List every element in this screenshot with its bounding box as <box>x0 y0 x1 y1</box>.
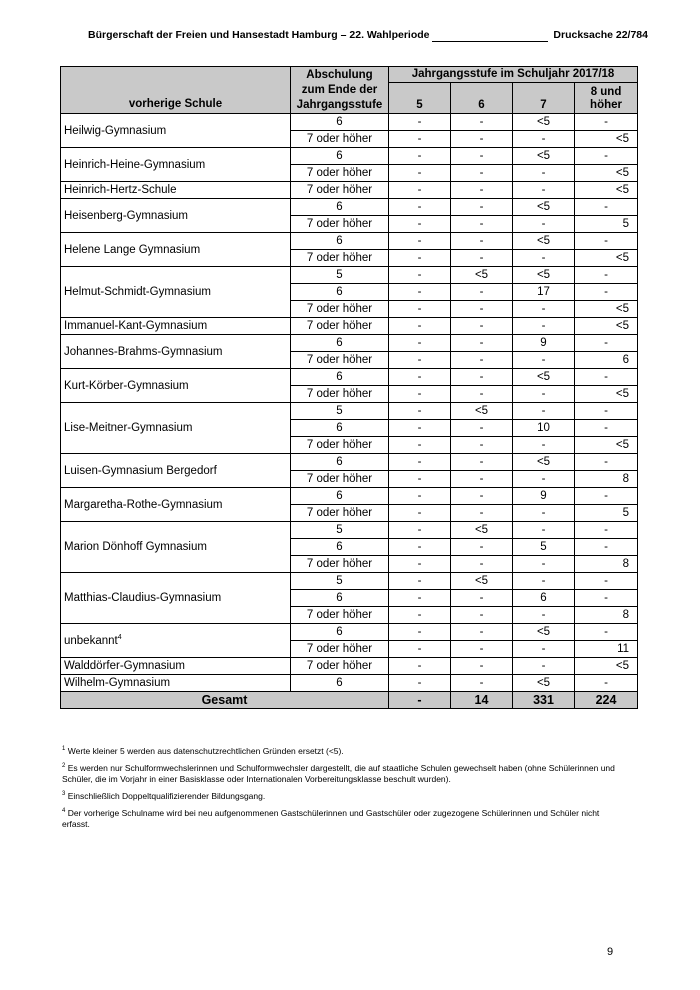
grade-8-cell: <5 <box>575 165 638 182</box>
grade-6-cell: - <box>451 250 513 267</box>
grade-5-cell: - <box>389 658 451 675</box>
grade-5-cell: - <box>389 488 451 505</box>
grade-5-cell: - <box>389 301 451 318</box>
grade-6-cell: - <box>451 148 513 165</box>
abschulung-cell: 7 oder höher <box>291 318 389 335</box>
grade-8-cell: - <box>575 420 638 437</box>
grade-5-cell: - <box>389 352 451 369</box>
grade-8-cell: 8 <box>575 556 638 573</box>
total-row <box>61 692 638 709</box>
school-name: Matthias-Claudius-Gymnasium <box>61 573 291 624</box>
abschulung-cell: 7 oder höher <box>291 658 389 675</box>
grade-6-cell: - <box>451 556 513 573</box>
grade-7-cell: - <box>513 471 575 488</box>
grade-8-cell: <5 <box>575 182 638 199</box>
grade-8-cell: - <box>575 590 638 607</box>
total-grade-6: 14 <box>451 692 513 709</box>
page-number: 9 <box>607 946 614 958</box>
table-row <box>61 454 638 471</box>
grade-6-cell: <5 <box>451 267 513 284</box>
grade-7-cell: - <box>513 182 575 199</box>
abschulung-cell: 6 <box>291 624 389 641</box>
grade-8-cell: - <box>575 148 638 165</box>
school-name: Walddörfer-Gymnasium <box>61 658 291 675</box>
grade-8-cell: - <box>575 522 638 539</box>
grade-5-cell: - <box>389 131 451 148</box>
abschulung-cell: 6 <box>291 369 389 386</box>
grade-7-cell: - <box>513 505 575 522</box>
grade-5-cell: - <box>389 182 451 199</box>
grade-5-cell: - <box>389 267 451 284</box>
table-row <box>61 233 638 250</box>
grade-7-cell: - <box>513 165 575 182</box>
grade-8-cell: - <box>575 454 638 471</box>
abschulung-cell: 6 <box>291 199 389 216</box>
grade-7-cell: - <box>513 352 575 369</box>
grade-5-cell: - <box>389 284 451 301</box>
grade-8-cell: - <box>575 284 638 301</box>
abschulung-cell: 6 <box>291 284 389 301</box>
grade-7-cell: <5 <box>513 675 575 692</box>
grade-7-cell: - <box>513 386 575 403</box>
total-grade-5: - <box>389 692 451 709</box>
abschulung-cell: 7 oder höher <box>291 505 389 522</box>
grade-8-cell: - <box>575 573 638 590</box>
grade-5-cell: - <box>389 505 451 522</box>
document-number: Drucksache 22/784 <box>553 29 648 41</box>
grade-8-cell: - <box>575 335 638 352</box>
grade-8-cell: <5 <box>575 131 638 148</box>
grade-7-cell: - <box>513 607 575 624</box>
table-row <box>61 335 638 352</box>
grade-6-cell: - <box>451 199 513 216</box>
grade-6-cell: - <box>451 437 513 454</box>
grade-6-cell: - <box>451 284 513 301</box>
grade-7-cell: - <box>513 131 575 148</box>
grade-5-cell: - <box>389 675 451 692</box>
grade-5-cell: - <box>389 250 451 267</box>
grade-8-cell: - <box>575 675 638 692</box>
table-row <box>61 267 638 284</box>
grade-8-cell: - <box>575 403 638 420</box>
grade-5-cell: - <box>389 437 451 454</box>
grade-5-cell: - <box>389 233 451 250</box>
grade-5-cell: - <box>389 369 451 386</box>
grade-6-cell: - <box>451 454 513 471</box>
footnote: $^3$ Einschließlich Doppeltqualifizierender Bildungsgang. <box>62 791 266 801</box>
grade-6-cell: - <box>451 352 513 369</box>
grade-6-cell: - <box>451 114 513 131</box>
grade-6-cell: - <box>451 233 513 250</box>
grade-5-cell: - <box>389 454 451 471</box>
table-row <box>61 573 638 590</box>
abschulung-cell: 7 oder höher <box>291 301 389 318</box>
total-label: Gesamt <box>61 692 389 709</box>
abschulung-cell: 7 oder höher <box>291 216 389 233</box>
grade-7-cell: - <box>513 641 575 658</box>
grade-6-cell: - <box>451 539 513 556</box>
grade-7-cell: 9 <box>513 335 575 352</box>
grade-8-cell: - <box>575 199 638 216</box>
grade-6-cell: - <box>451 165 513 182</box>
grade-5-cell: - <box>389 318 451 335</box>
grade-7-cell: 10 <box>513 420 575 437</box>
grade-5-cell: - <box>389 335 451 352</box>
table-row <box>61 488 638 505</box>
grade-6-cell: - <box>451 471 513 488</box>
grade-8-cell: <5 <box>575 437 638 454</box>
grade-6-cell: - <box>451 505 513 522</box>
grade-8-cell: - <box>575 114 638 131</box>
grade-7-cell: - <box>513 522 575 539</box>
grade-6-cell: - <box>451 369 513 386</box>
grade-8-cell: 5 <box>575 505 638 522</box>
grade-7-cell: <5 <box>513 369 575 386</box>
grade-7-cell: - <box>513 658 575 675</box>
grade-5-cell: - <box>389 471 451 488</box>
abschulung-cell: 7 oder höher <box>291 641 389 658</box>
grade-5-cell: - <box>389 556 451 573</box>
grade-7-cell: 5 <box>513 539 575 556</box>
abschulung-cell: 6 <box>291 335 389 352</box>
grade-6-cell: - <box>451 301 513 318</box>
table-row <box>61 182 638 199</box>
abschulung-cell: 6 <box>291 539 389 556</box>
table-row <box>61 403 638 420</box>
abschulung-cell: 6 <box>291 675 389 692</box>
school-name: Wilhelm-Gymnasium <box>61 675 291 692</box>
school-name: Helene Lange Gymnasium <box>61 233 291 267</box>
header-grade-6: 6 <box>451 83 513 114</box>
table-row <box>61 522 638 539</box>
school-name: Kurt-Körber-Gymnasium <box>61 369 291 403</box>
table-row <box>61 199 638 216</box>
grade-8-cell: 8 <box>575 471 638 488</box>
grade-6-cell: - <box>451 624 513 641</box>
grade-7-cell: 17 <box>513 284 575 301</box>
grade-8-cell: - <box>575 624 638 641</box>
grade-8-cell: - <box>575 539 638 556</box>
abschulung-cell: 7 oder höher <box>291 437 389 454</box>
grade-7-cell: <5 <box>513 267 575 284</box>
abschulung-cell: 5 <box>291 267 389 284</box>
grade-6-cell: - <box>451 335 513 352</box>
school-name: Heilwig-Gymnasium <box>61 114 291 148</box>
grade-7-cell: - <box>513 318 575 335</box>
footnotes <box>62 746 618 836</box>
header-grade-8: 8 und höher <box>575 83 638 114</box>
school-name: Heinrich-Heine-Gymnasium <box>61 148 291 182</box>
grade-5-cell: - <box>389 386 451 403</box>
grade-5-cell: - <box>389 539 451 556</box>
grade-7-cell: <5 <box>513 199 575 216</box>
grade-5-cell: - <box>389 573 451 590</box>
grade-6-cell: <5 <box>451 573 513 590</box>
grade-8-cell: - <box>575 267 638 284</box>
grade-8-cell: 8 <box>575 607 638 624</box>
grade-8-cell: <5 <box>575 386 638 403</box>
table-row <box>61 658 638 675</box>
grade-7-cell: - <box>513 573 575 590</box>
abschulung-cell: 7 oder höher <box>291 182 389 199</box>
grade-7-cell: 6 <box>513 590 575 607</box>
grade-7-cell: <5 <box>513 233 575 250</box>
grade-8-cell: - <box>575 488 638 505</box>
grade-7-cell: - <box>513 216 575 233</box>
page-header <box>88 29 648 45</box>
abschulung-cell: 7 oder höher <box>291 556 389 573</box>
footnote-ref: 4 <box>117 633 122 641</box>
grade-8-cell: - <box>575 233 638 250</box>
grade-8-cell: <5 <box>575 250 638 267</box>
school-name: Heinrich-Hertz-Schule <box>61 182 291 199</box>
grade-6-cell: - <box>451 590 513 607</box>
footnote: $^2$ Es werden nur Schulformwechslerinnen und Schulformwechsler dargestellt, die auf staatliche Schulen gewechselt haben (ohne Schülerinnen und Schüler, die im Vorjahr in einer Basisklasse oder Internationalen Vorbereitungsklasse beschult wurden). <box>62 763 615 784</box>
grade-5-cell: - <box>389 216 451 233</box>
grade-6-cell: - <box>451 658 513 675</box>
grade-7-cell: - <box>513 301 575 318</box>
abschulung-cell: 6 <box>291 114 389 131</box>
grade-5-cell: - <box>389 199 451 216</box>
grade-8-cell: 5 <box>575 216 638 233</box>
school-name: unbekannt$^4$ <box>61 624 291 658</box>
abschulung-cell: 7 oder höher <box>291 165 389 182</box>
grade-6-cell: - <box>451 131 513 148</box>
header-title: Bürgerschaft der Freien und Hansestadt Hamburg – 22. Wahlperiode <box>88 29 430 41</box>
grade-7-cell: 9 <box>513 488 575 505</box>
abschulung-cell: 7 oder höher <box>291 607 389 624</box>
grade-6-cell: - <box>451 182 513 199</box>
grade-6-cell: - <box>451 386 513 403</box>
school-name: Lise-Meitner-Gymnasium <box>61 403 291 454</box>
grade-7-cell: - <box>513 437 575 454</box>
grade-7-cell: <5 <box>513 454 575 471</box>
school-name: Margaretha-Rothe-Gymnasium <box>61 488 291 522</box>
grade-8-cell: 11 <box>575 641 638 658</box>
school-name: Luisen-Gymnasium Bergedorf <box>61 454 291 488</box>
grade-7-cell: <5 <box>513 148 575 165</box>
grade-6-cell: - <box>451 641 513 658</box>
grade-7-cell: - <box>513 403 575 420</box>
table-row <box>61 148 638 165</box>
school-name: Heisenberg-Gymnasium <box>61 199 291 233</box>
grade-6-cell: - <box>451 607 513 624</box>
header-grade-7: 7 <box>513 83 575 114</box>
school-name: Johannes-Brahms-Gymnasium <box>61 335 291 369</box>
grade-8-cell: <5 <box>575 658 638 675</box>
grade-8-cell: <5 <box>575 301 638 318</box>
header-previous-school: vorherige Schule <box>61 67 291 114</box>
table-row <box>61 318 638 335</box>
footnote: $^1$ Werte kleiner 5 werden aus datenschutzrechtlichen Gründen ersetzt (<5). <box>62 746 344 756</box>
abschulung-cell: 7 oder höher <box>291 131 389 148</box>
abschulung-cell: 6 <box>291 454 389 471</box>
grade-5-cell: - <box>389 420 451 437</box>
table-row <box>61 624 638 641</box>
grade-5-cell: - <box>389 641 451 658</box>
grade-5-cell: - <box>389 624 451 641</box>
grade-5-cell: - <box>389 114 451 131</box>
school-name: Marion Dönhoff Gymnasium <box>61 522 291 573</box>
grade-6-cell: - <box>451 318 513 335</box>
abschulung-cell: 7 oder höher <box>291 386 389 403</box>
school-name: Helmut-Schmidt-Gymnasium <box>61 267 291 318</box>
grade-8-cell: - <box>575 369 638 386</box>
grade-6-cell: - <box>451 216 513 233</box>
abschulung-cell: 6 <box>291 590 389 607</box>
abschulung-cell: 5 <box>291 403 389 420</box>
abschulung-cell: 6 <box>291 148 389 165</box>
grade-6-cell: - <box>451 675 513 692</box>
abschulung-cell: 7 oder höher <box>291 250 389 267</box>
grade-5-cell: - <box>389 403 451 420</box>
header-jahrgangsstufe: Jahrgangsstufe im Schuljahr 2017/18 <box>389 67 638 83</box>
abschulung-cell: 6 <box>291 488 389 505</box>
grade-7-cell: <5 <box>513 114 575 131</box>
abschulung-cell: 6 <box>291 420 389 437</box>
grade-5-cell: - <box>389 165 451 182</box>
grade-8-cell: <5 <box>575 318 638 335</box>
total-grade-8: 224 <box>575 692 638 709</box>
abschulung-cell: 5 <box>291 522 389 539</box>
header-abschulung: Abschulung zum Ende der Jahrgangsstufe <box>291 67 389 114</box>
school-name: Immanuel-Kant-Gymnasium <box>61 318 291 335</box>
grade-7-cell: <5 <box>513 624 575 641</box>
table-body <box>61 114 638 692</box>
table-row <box>61 114 638 131</box>
grade-6-cell: <5 <box>451 522 513 539</box>
abschulung-cell: 7 oder höher <box>291 471 389 488</box>
grade-7-cell: - <box>513 556 575 573</box>
grade-8-cell: 6 <box>575 352 638 369</box>
grade-6-cell: - <box>451 420 513 437</box>
grade-6-cell: - <box>451 488 513 505</box>
grade-5-cell: - <box>389 590 451 607</box>
abschulung-cell: 5 <box>291 573 389 590</box>
header-grade-5: 5 <box>389 83 451 114</box>
header-rule <box>432 41 548 42</box>
footnote: $^4$ Der vorherige Schulname wird bei neu aufgenommenen Gastschülerinnen und Gastschüler oder zugezogene Schülerinnen und Schüler nicht erfasst. <box>62 808 600 829</box>
table-row <box>61 675 638 692</box>
data-table <box>60 66 638 709</box>
total-grade-7: 331 <box>513 692 575 709</box>
abschulung-cell: 6 <box>291 233 389 250</box>
grade-7-cell: - <box>513 250 575 267</box>
abschulung-cell: 7 oder höher <box>291 352 389 369</box>
table-row <box>61 369 638 386</box>
grade-5-cell: - <box>389 607 451 624</box>
grade-5-cell: - <box>389 148 451 165</box>
grade-5-cell: - <box>389 522 451 539</box>
grade-6-cell: <5 <box>451 403 513 420</box>
